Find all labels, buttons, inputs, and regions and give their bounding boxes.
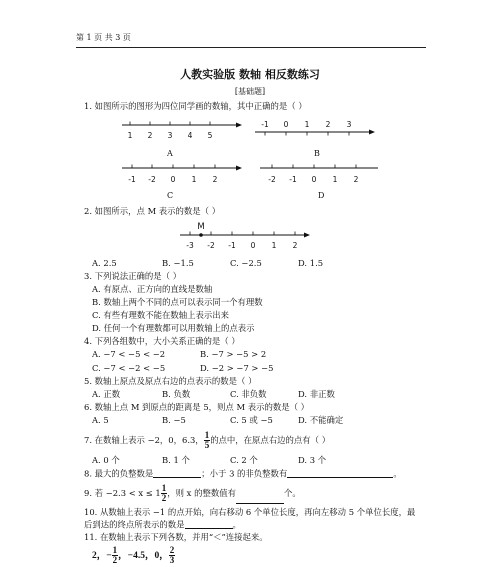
q11-numbers xyxy=(92,545,175,567)
question-10-line-2 xyxy=(84,520,241,529)
question-4-stem: 4. 下列各组数中，大小关系正确的是（ ） xyxy=(84,336,240,346)
header-rule xyxy=(76,47,426,48)
q10-line2b: 。 xyxy=(232,519,241,530)
q11-frac2-den: 3 xyxy=(169,555,175,566)
tick-label: 5 xyxy=(207,131,213,140)
point-m-label: M xyxy=(197,222,205,232)
tick-label: 3 xyxy=(167,131,173,140)
q2-option-b[interactable]: B. −1.5 xyxy=(162,258,194,268)
q11-frac1-num: 1 xyxy=(112,545,118,556)
question-7-stem xyxy=(84,430,330,450)
tick-label: 2 xyxy=(292,241,298,250)
q4-option-b[interactable]: B. −7 > −5 > 2 xyxy=(200,349,267,359)
q2-option-d[interactable]: D. 1.5 xyxy=(298,258,324,268)
q7-stem-pre: 7. 在数轴上表示 −2，0，6.3， xyxy=(84,435,204,445)
q3-option-a[interactable]: A. 有原点、正方向的直线是数轴 xyxy=(92,284,213,294)
q6-option-c[interactable]: C. 5 或 −5 xyxy=(230,415,273,425)
tick-label: -3 xyxy=(186,241,194,250)
q11-frac2-num: 2 xyxy=(169,545,175,556)
q5-option-d[interactable]: D. 非正数 xyxy=(298,389,335,399)
q8-blank-1[interactable] xyxy=(153,469,201,478)
q7-stem-post: 的点中，在原点右边的点有（ ） xyxy=(210,435,331,445)
question-11-stem: 11. 在数轴上表示下列各数，并用“＜”连接起来。 xyxy=(84,532,268,542)
q6-option-a[interactable]: A. 5 xyxy=(92,415,109,425)
tick-label: 0 xyxy=(170,175,176,184)
q9-part3: 个。 xyxy=(283,488,301,498)
q6-option-d[interactable]: D. 不能确定 xyxy=(298,415,344,425)
q8-part1: 8. 最大的负整数是 xyxy=(84,468,154,479)
q11-nums-a: 2，− xyxy=(92,551,112,561)
tick-label: 0 xyxy=(311,175,317,184)
q5-option-a[interactable]: A. 正数 xyxy=(92,389,121,399)
tick-label: -2 xyxy=(268,175,276,184)
q5-option-b[interactable]: B. 负数 xyxy=(162,389,191,399)
tick-label: 2 xyxy=(212,175,218,184)
q3-option-c[interactable]: C. 有些有理数不能在数轴上表示出来 xyxy=(92,310,230,320)
tick-label: -1 xyxy=(128,175,136,184)
question-8 xyxy=(84,469,402,478)
q3-option-d[interactable]: D. 任何一个有理数都可以用数轴上的点表示 xyxy=(92,323,255,333)
q7-frac-num: 1 xyxy=(204,430,210,440)
q4-option-d[interactable]: D. −2 > −7 > −5 xyxy=(200,363,274,373)
question-5-stem: 5. 数轴上原点及原点右边的点表示的数是（ ） xyxy=(84,376,257,386)
question-2-stem: 2. 如图所示，点 M 表示的数是（ ） xyxy=(84,206,221,216)
q2-option-a[interactable]: A. 2.5 xyxy=(92,258,117,268)
tick-label: 0 xyxy=(250,241,256,250)
q9-frac-num: 1 xyxy=(161,483,167,493)
q6-option-b[interactable]: B. −5 xyxy=(162,415,186,425)
tick-label: -2 xyxy=(148,175,156,184)
section-label: [基础题] xyxy=(234,87,266,96)
q7-option-c[interactable]: C. 2 个 xyxy=(230,455,258,465)
point-m-dot xyxy=(199,233,203,237)
q11-fraction-2 xyxy=(169,546,176,565)
q7-option-d[interactable]: D. 3 个 xyxy=(298,455,327,465)
q9-part2: ，则 x 的整数值有 xyxy=(167,488,236,498)
tick-label: 0 xyxy=(283,120,289,129)
q4-option-a[interactable]: A. −7 < −5 < −2 xyxy=(92,349,166,359)
tick-label: 2 xyxy=(147,131,153,140)
q8-part3: 。 xyxy=(393,468,402,479)
number-line-c xyxy=(120,163,245,187)
page-indicator: 第 1 页 共 3 页 xyxy=(76,33,131,42)
tick-label: -1 xyxy=(261,120,269,129)
number-line-a xyxy=(120,120,245,148)
tick-label: 4 xyxy=(187,131,193,140)
axis-a-label: A xyxy=(167,149,173,158)
tick-label: 1 xyxy=(304,120,310,129)
question-6-stem: 6. 数轴上点 M 到原点的距离是 5，则点 M 表示的数是（ ） xyxy=(84,402,309,412)
q9-frac-den: 2 xyxy=(161,493,167,503)
number-line-m xyxy=(178,220,313,254)
q8-part2: ；小于 3 的非负整数有 xyxy=(201,468,288,479)
q7-option-b[interactable]: B. 1 个 xyxy=(162,455,190,465)
q2-option-c[interactable]: C. −2.5 xyxy=(230,258,262,268)
axis-b-label: B xyxy=(314,149,320,158)
number-line-b xyxy=(253,120,378,148)
question-9 xyxy=(84,482,301,504)
q9-blank[interactable] xyxy=(236,495,284,504)
tick-label: 1 xyxy=(191,175,197,184)
tick-label: 1 xyxy=(271,241,277,250)
tick-label: -2 xyxy=(207,241,215,250)
q3-option-b[interactable]: B. 数轴上两个不同的点可以表示同一个有理数 xyxy=(92,297,263,307)
tick-label: 3 xyxy=(346,120,352,129)
question-1-stem: 1. 如图所示的图形为四位同学画的数轴，其中正确的是（ ） xyxy=(84,101,307,111)
q7-frac-den: 5 xyxy=(204,440,210,450)
q10-line2a: 后到达的终点所表示的数是 xyxy=(84,519,185,530)
question-3-stem: 3. 下列说法正确的是（ ） xyxy=(84,271,182,281)
tick-label: -1 xyxy=(289,175,297,184)
tick-label: -1 xyxy=(228,241,236,250)
q10-blank[interactable] xyxy=(185,520,233,529)
tick-label: 2 xyxy=(353,175,359,184)
question-10-line-1: 10. 从数轴上表示 −1 的点开始，向右移动 6 个单位长度，再向左移动 5 个单位长度，最 xyxy=(84,507,416,517)
q11-nums-b: ，−4.5，0， xyxy=(118,551,169,561)
page-title: 人教实验版 数轴 相反数练习 xyxy=(180,68,320,81)
axis-d-label: D xyxy=(318,191,325,200)
q7-option-a[interactable]: A. 0 个 xyxy=(92,455,120,465)
number-line-d xyxy=(258,163,383,187)
axis-c-label: C xyxy=(167,191,174,200)
tick-label: 1 xyxy=(332,175,338,184)
q5-option-c[interactable]: C. 非负数 xyxy=(230,389,267,399)
q9-part1: 9. 若 −2.3 < x ≤ 1 xyxy=(84,488,161,498)
tick-label: 1 xyxy=(127,131,133,140)
q8-blank-2[interactable] xyxy=(287,469,393,478)
q11-frac1-den: 2 xyxy=(112,555,118,566)
q4-option-c[interactable]: C. −7 < −2 < −5 xyxy=(92,363,166,373)
tick-label: 2 xyxy=(325,120,331,129)
